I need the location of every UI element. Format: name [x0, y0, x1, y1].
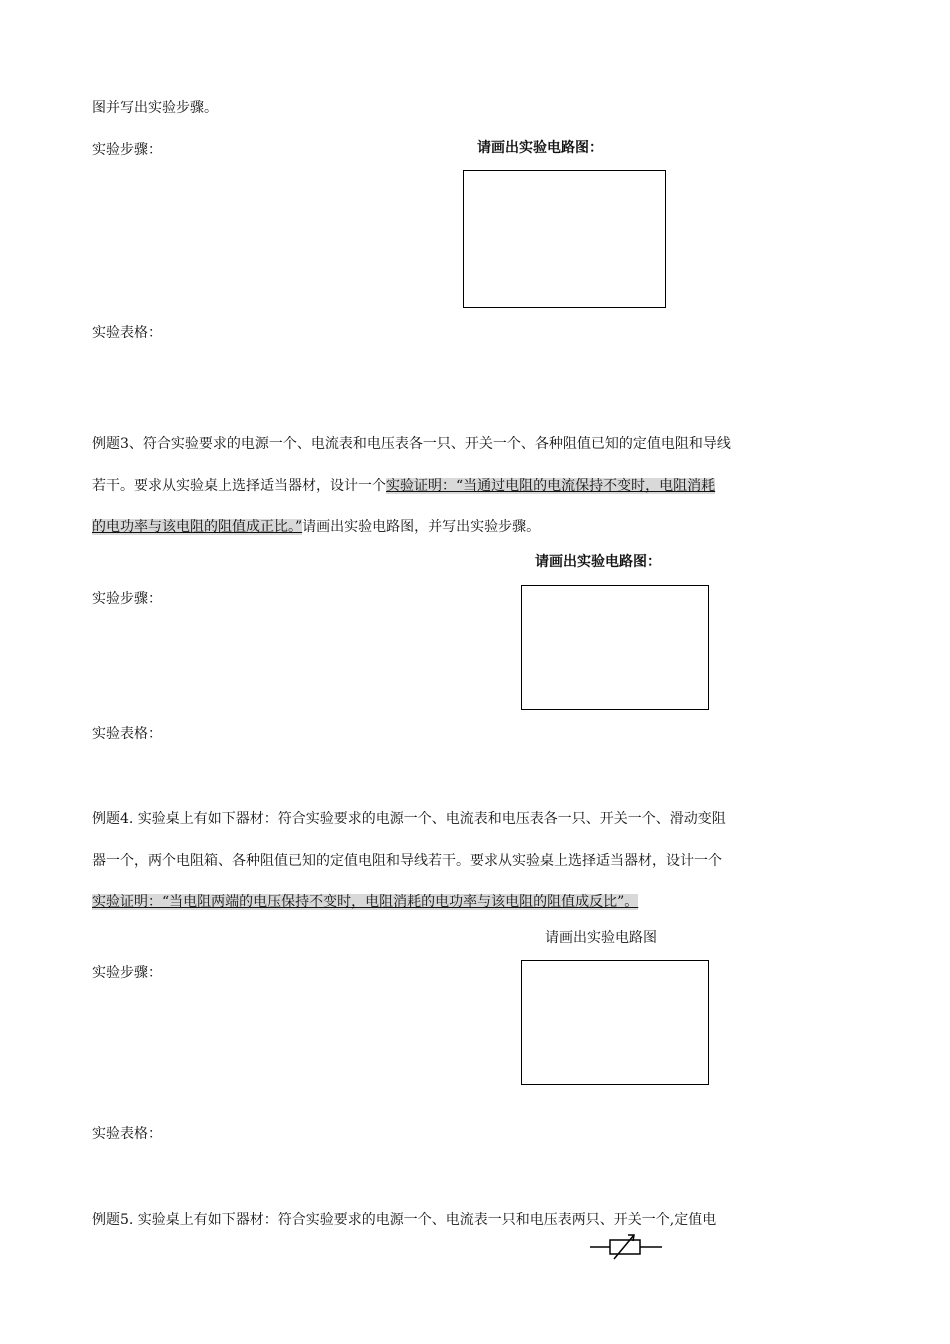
ex3-line2: 若干。要求从实验桌上选择适当器材，设计一个实验证明：“当通过电阻的电流保持不变时，电阻消耗 — [92, 478, 716, 494]
circuit-diagram-box-1 — [463, 170, 666, 308]
draw-label-2: 请画出实验电路图： — [535, 554, 661, 570]
ex4-highlight: 实验证明：“当电阻两端的电压保持不变时，电阻消耗的电功率与该电阻的阻值成反比”。 — [92, 894, 639, 910]
ex3-highlight-1: 实验证明：“当通过电阻的电流保持不变时，电阻消耗 — [386, 478, 716, 494]
ex4-line1: 例题4. 实验桌上有如下器材：符合实验要求的电源一个、电流表和电压表各一只、开关一个、滑动变阻 — [92, 811, 726, 827]
ex5-line1: 例题5. 实验桌上有如下器材：符合实验要求的电源一个、电流表一只和电压表两只、开关一个,定值电 — [92, 1212, 717, 1228]
draw-label-3: 请画出实验电路图 — [545, 930, 657, 946]
table-label-2: 实验表格： — [92, 726, 162, 742]
circuit-diagram-box-2 — [521, 585, 709, 710]
intro-tail: 图并写出实验步骤。 — [92, 100, 218, 116]
circuit-diagram-box-3 — [521, 960, 709, 1085]
steps-label-2: 实验步骤： — [92, 591, 162, 607]
ex3-line1: 例题3、符合实验要求的电源一个、电流表和电压表各一只、开关一个、各种阻值已知的定值电阻和导线 — [92, 436, 731, 452]
variable-resistor-icon — [590, 1232, 662, 1262]
draw-label-1: 请画出实验电路图： — [477, 140, 603, 156]
steps-label-3: 实验步骤： — [92, 965, 162, 981]
table-label-1: 实验表格： — [92, 325, 162, 341]
ex4-line3 — [92, 892, 638, 912]
ex3-line3: 的电功率与该电阻的阻值成正比。”请画出实验电路图，并写出实验步骤。 — [92, 519, 541, 535]
steps-label-1: 实验步骤： — [92, 142, 162, 158]
table-label-3: 实验表格： — [92, 1126, 162, 1142]
ex4-line2: 器一个，两个电阻箱、各种阻值已知的定值电阻和导线若干。要求从实验桌上选择适当器材，设计一个 — [92, 853, 722, 869]
ex3-highlight-2: 的电功率与该电阻的阻值成正比。” — [92, 519, 303, 535]
